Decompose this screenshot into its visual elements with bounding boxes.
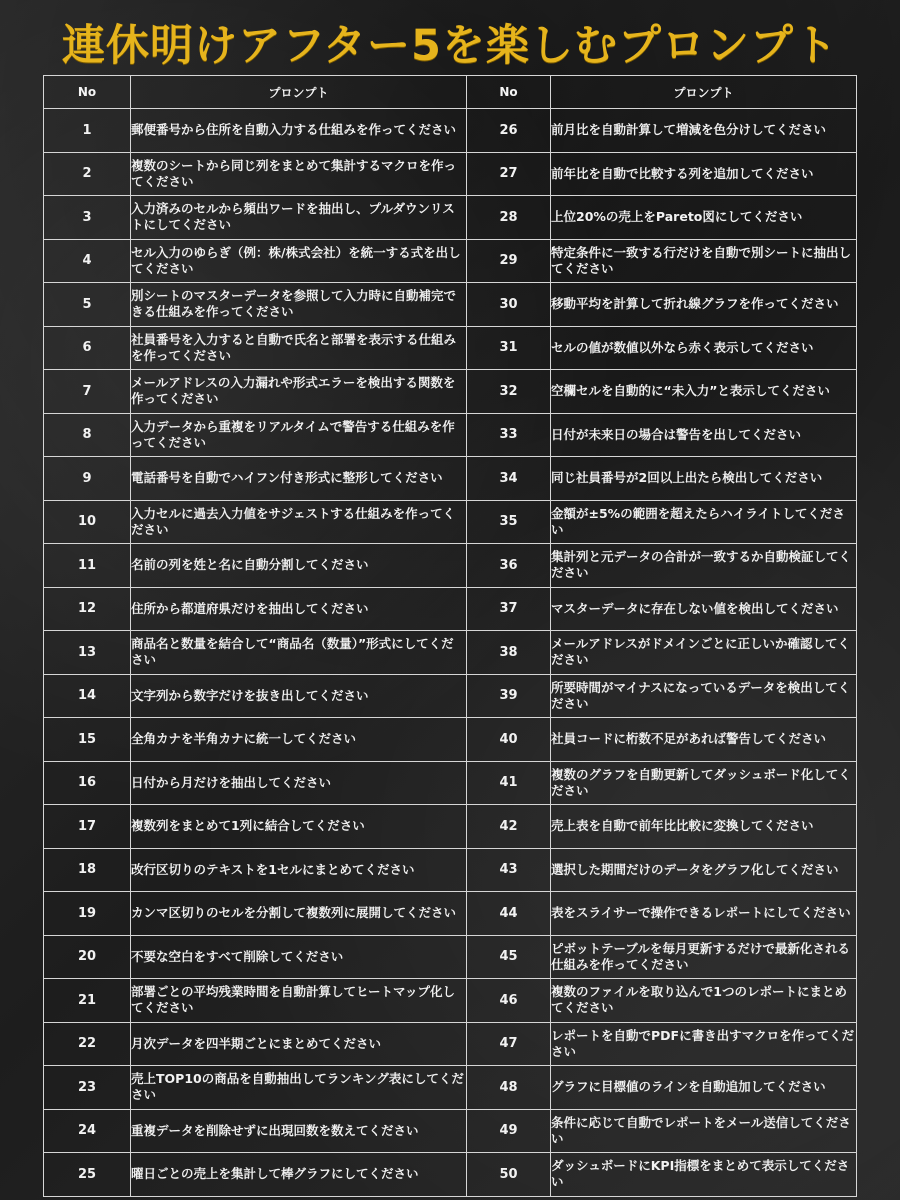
prompt-number: 43 <box>467 848 551 892</box>
prompt-number: 16 <box>44 761 131 805</box>
table-row <box>44 370 857 414</box>
prompt-number: 26 <box>467 109 551 153</box>
prompt-text: 全角カナを半角カナに統一してください <box>131 718 467 762</box>
table-row <box>44 761 857 805</box>
prompt-number: 42 <box>467 805 551 849</box>
prompt-text: 入力セルに過去入力値をサジェストする仕組みを作ってください <box>131 500 467 544</box>
table-row <box>44 935 857 979</box>
prompt-text: ダッシュボードにKPI指標をまとめて表示してください <box>551 1153 857 1197</box>
table-row <box>44 196 857 240</box>
prompt-text: 名前の列を姓と名に自動分割してください <box>131 544 467 588</box>
prompt-text: 住所から都道府県だけを抽出してください <box>131 587 467 631</box>
prompt-text: メールアドレスの入力漏れや形式エラーを検出する関数を作ってください <box>131 370 467 414</box>
prompt-number: 45 <box>467 935 551 979</box>
prompt-number: 24 <box>44 1109 131 1153</box>
prompt-number: 25 <box>44 1153 131 1197</box>
column-header-prompt: プロンプト <box>551 76 857 109</box>
table-row <box>44 805 857 849</box>
table-row <box>44 544 857 588</box>
prompt-text: レポートを自動でPDFに書き出すマクロを作ってください <box>551 1022 857 1066</box>
prompt-number: 20 <box>44 935 131 979</box>
table-row <box>44 674 857 718</box>
prompt-text: 改行区切りのテキストを1セルにまとめてください <box>131 848 467 892</box>
prompt-number: 14 <box>44 674 131 718</box>
prompt-text: 商品名と数量を結合して“商品名（数量）”形式にしてください <box>131 631 467 675</box>
prompt-number: 11 <box>44 544 131 588</box>
prompt-number: 37 <box>467 587 551 631</box>
prompt-text: 集計列と元データの合計が一致するか自動検証してください <box>551 544 857 588</box>
prompt-number: 8 <box>44 413 131 457</box>
table-row <box>44 979 857 1023</box>
prompt-text: 特定条件に一致する行だけを自動で別シートに抽出してください <box>551 239 857 283</box>
prompt-text: 表をスライサーで操作できるレポートにしてください <box>551 892 857 936</box>
table-row <box>44 1066 857 1110</box>
prompt-number: 50 <box>467 1153 551 1197</box>
prompt-number: 36 <box>467 544 551 588</box>
table-row <box>44 1153 857 1197</box>
prompt-number: 13 <box>44 631 131 675</box>
prompt-number: 3 <box>44 196 131 240</box>
table-row <box>44 1022 857 1066</box>
prompt-text: 空欄セルを自動的に“未入力”と表示してください <box>551 370 857 414</box>
table-row <box>44 500 857 544</box>
prompt-number: 49 <box>467 1109 551 1153</box>
column-header-no: No <box>44 76 131 109</box>
column-header-prompt: プロンプト <box>131 76 467 109</box>
prompt-number: 5 <box>44 283 131 327</box>
prompt-number: 28 <box>467 196 551 240</box>
prompt-text: 上位20%の売上をPareto図にしてください <box>551 196 857 240</box>
prompt-number: 15 <box>44 718 131 762</box>
prompt-number: 40 <box>467 718 551 762</box>
table-row <box>44 848 857 892</box>
prompt-text: 入力済みのセルから頻出ワードを抽出し、プルダウンリストにしてください <box>131 196 467 240</box>
table-row <box>44 109 857 153</box>
prompt-text: グラフに目標値のラインを自動追加してください <box>551 1066 857 1110</box>
table-row <box>44 457 857 501</box>
prompt-text: 前月比を自動計算して増減を色分けしてください <box>551 109 857 153</box>
table-row <box>44 239 857 283</box>
prompt-number: 35 <box>467 500 551 544</box>
prompt-number: 10 <box>44 500 131 544</box>
prompt-number: 17 <box>44 805 131 849</box>
prompt-text: 金額が±5%の範囲を超えたらハイライトしてください <box>551 500 857 544</box>
prompt-text: 別シートのマスターデータを参照して入力時に自動補完できる仕組みを作ってください <box>131 283 467 327</box>
prompt-number: 41 <box>467 761 551 805</box>
prompt-text: セルの値が数値以外なら赤く表示してください <box>551 326 857 370</box>
prompt-number: 9 <box>44 457 131 501</box>
prompt-number: 18 <box>44 848 131 892</box>
prompt-text: 所要時間がマイナスになっているデータを検出してください <box>551 674 857 718</box>
prompt-text: 売上TOP10の商品を自動抽出してランキング表にしてください <box>131 1066 467 1110</box>
prompt-number: 2 <box>44 152 131 196</box>
prompt-number: 12 <box>44 587 131 631</box>
prompt-text: 日付から月だけを抽出してください <box>131 761 467 805</box>
prompt-text: 複数列をまとめて1列に結合してください <box>131 805 467 849</box>
prompt-text: 電話番号を自動でハイフン付き形式に整形してください <box>131 457 467 501</box>
table-header-row <box>44 76 857 109</box>
prompt-text: 部署ごとの平均残業時間を自動計算してヒートマップ化してください <box>131 979 467 1023</box>
prompt-text: 日付が未来日の場合は警告を出してください <box>551 413 857 457</box>
prompt-text: 月次データを四半期ごとにまとめてください <box>131 1022 467 1066</box>
table-row <box>44 718 857 762</box>
prompt-text: 複数のシートから同じ列をまとめて集計するマクロを作ってください <box>131 152 467 196</box>
prompt-number: 34 <box>467 457 551 501</box>
prompt-text: 重複データを削除せずに出現回数を数えてください <box>131 1109 467 1153</box>
prompt-number: 46 <box>467 979 551 1023</box>
prompt-table <box>43 75 857 1197</box>
prompt-number: 30 <box>467 283 551 327</box>
column-header-no: No <box>467 76 551 109</box>
prompt-number: 6 <box>44 326 131 370</box>
table-row <box>44 892 857 936</box>
prompt-number: 31 <box>467 326 551 370</box>
prompt-text: 売上表を自動で前年比比較に変換してください <box>551 805 857 849</box>
prompt-text: 移動平均を計算して折れ線グラフを作ってください <box>551 283 857 327</box>
prompt-number: 27 <box>467 152 551 196</box>
prompt-text: ピボットテーブルを毎月更新するだけで最新化される仕組みを作ってください <box>551 935 857 979</box>
prompt-number: 47 <box>467 1022 551 1066</box>
prompt-text: メールアドレスがドメインごとに正しいか確認してください <box>551 631 857 675</box>
prompt-number: 21 <box>44 979 131 1023</box>
prompt-text: 社員コードに桁数不足があれば警告してください <box>551 718 857 762</box>
prompt-number: 44 <box>467 892 551 936</box>
prompt-number: 38 <box>467 631 551 675</box>
prompt-number: 32 <box>467 370 551 414</box>
prompt-text: 入力データから重複をリアルタイムで警告する仕組みを作ってください <box>131 413 467 457</box>
prompt-text: 郵便番号から住所を自動入力する仕組みを作ってください <box>131 109 467 153</box>
prompt-text: 選択した期間だけのデータをグラフ化してください <box>551 848 857 892</box>
table-row <box>44 326 857 370</box>
prompt-number: 22 <box>44 1022 131 1066</box>
prompt-text: カンマ区切りのセルを分割して複数列に展開してください <box>131 892 467 936</box>
prompt-number: 33 <box>467 413 551 457</box>
prompt-text: 複数のファイルを取り込んで1つのレポートにまとめてください <box>551 979 857 1023</box>
prompt-number: 19 <box>44 892 131 936</box>
table-row <box>44 1109 857 1153</box>
table-row <box>44 631 857 675</box>
prompt-text: 不要な空白をすべて削除してください <box>131 935 467 979</box>
prompt-text: 前年比を自動で比較する列を追加してください <box>551 152 857 196</box>
prompt-text: 複数のグラフを自動更新してダッシュボード化してください <box>551 761 857 805</box>
page-title: 連休明けアフター5を楽しむプロンプト <box>62 21 838 71</box>
prompt-text: 文字列から数字だけを抜き出してください <box>131 674 467 718</box>
prompt-text: 条件に応じて自動でレポートをメール送信してください <box>551 1109 857 1153</box>
prompt-text: 曜日ごとの売上を集計して棒グラフにしてください <box>131 1153 467 1197</box>
prompt-number: 39 <box>467 674 551 718</box>
prompt-number: 4 <box>44 239 131 283</box>
table-row <box>44 283 857 327</box>
prompt-text: セル入力のゆらぎ（例：株/株式会社）を統一する式を出してください <box>131 239 467 283</box>
prompt-number: 7 <box>44 370 131 414</box>
prompt-text: マスターデータに存在しない値を検出してください <box>551 587 857 631</box>
prompt-text: 同じ社員番号が2回以上出たら検出してください <box>551 457 857 501</box>
prompt-number: 29 <box>467 239 551 283</box>
table-row <box>44 587 857 631</box>
table-row <box>44 152 857 196</box>
prompt-text: 社員番号を入力すると自動で氏名と部署を表示する仕組みを作ってください <box>131 326 467 370</box>
prompt-number: 1 <box>44 109 131 153</box>
table-row <box>44 413 857 457</box>
prompt-number: 23 <box>44 1066 131 1110</box>
prompt-number: 48 <box>467 1066 551 1110</box>
